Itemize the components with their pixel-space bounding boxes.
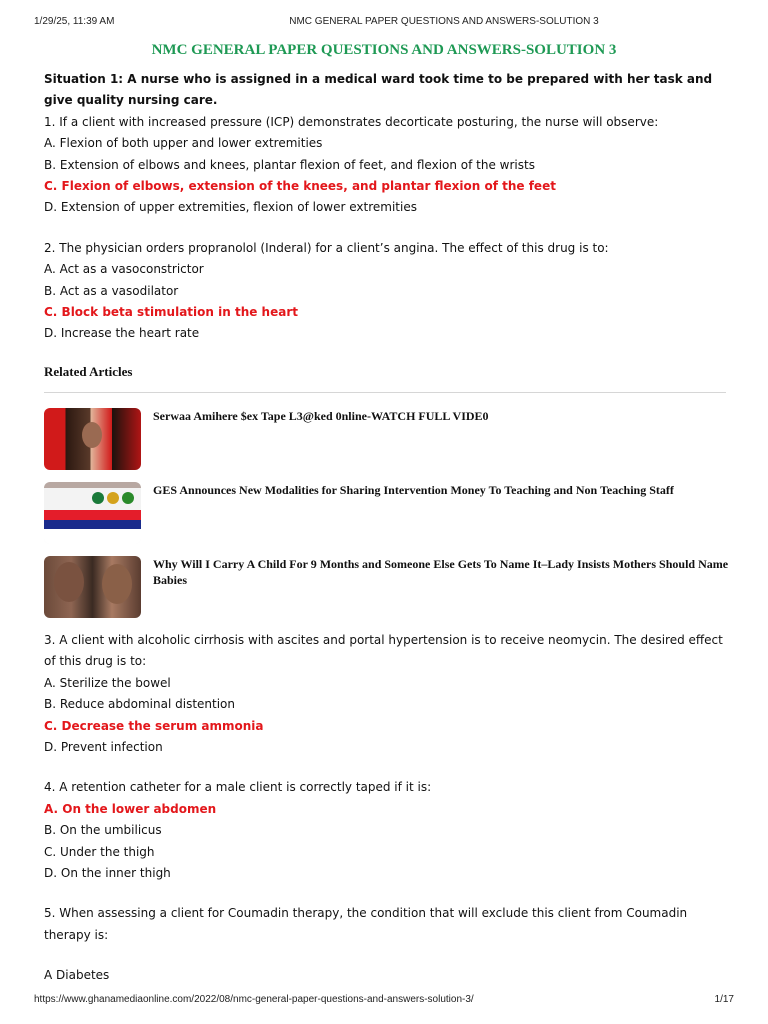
q4-option-d: D. On the inner thigh bbox=[44, 865, 171, 880]
print-url: https://www.ghanamediaonline.com/2022/08/nmc-general-paper-questions-and-answers-solution-3/ bbox=[34, 994, 474, 1005]
q5-option-a: A Diabetes bbox=[44, 968, 110, 983]
q4-option-c: C. Under the thigh bbox=[44, 844, 155, 859]
q4-option-a-answer: A. On the lower abdomen bbox=[44, 801, 217, 816]
related-article[interactable] bbox=[44, 408, 732, 470]
question-2: 2. The physician orders propranolol (Inderal) for a client’s angina. The effect of this drug is to: bbox=[44, 240, 609, 255]
q3-option-d: D. Prevent infection bbox=[44, 739, 163, 754]
print-datetime: 1/29/25, 11:39 AM bbox=[34, 16, 115, 27]
question-1: 1. If a client with increased pressure (ICP) demonstrates decorticate posturing, the nurse will observe: bbox=[44, 114, 659, 129]
q2-option-b: B. Act as a vasodilator bbox=[44, 283, 179, 298]
related-articles-heading: Related Articles bbox=[44, 363, 133, 379]
q2-option-c-answer: C. Block beta stimulation in the heart bbox=[44, 305, 298, 320]
print-footer bbox=[0, 994, 768, 1008]
article-link[interactable]: GES Announces New Modalities for Sharing Intervention Money To Teaching and Non Teaching Staff bbox=[153, 482, 674, 497]
related-divider bbox=[44, 392, 726, 393]
question-4: 4. A retention catheter for a male client is correctly taped if it is: bbox=[44, 780, 432, 795]
q3-option-a: A. Sterilize the bowel bbox=[44, 675, 171, 690]
article-thumbnail[interactable] bbox=[44, 408, 141, 470]
article-link[interactable]: Why Will I Carry A Child For 9 Months and Someone Else Gets To Name It–Lady Insists Mothers Should Name Babies bbox=[153, 556, 729, 587]
article-link[interactable]: Serwaa Amihere $ex Tape L3@ked 0nline-WATCH FULL VIDE0 bbox=[153, 408, 489, 423]
q3-option-b: B. Reduce abdominal distention bbox=[44, 697, 236, 712]
q1-option-d: D. Extension of upper extremities, flexion of lower extremities bbox=[44, 200, 417, 215]
q1-option-a: A. Flexion of both upper and lower extremities bbox=[44, 136, 323, 151]
q4-option-b: B. On the umbilicus bbox=[44, 823, 162, 838]
q1-option-b: B. Extension of elbows and knees, plantar flexion of feet, and flexion of the wrists bbox=[44, 157, 535, 172]
q2-option-d: D. Increase the heart rate bbox=[44, 326, 200, 341]
page-title: NMC GENERAL PAPER QUESTIONS AND ANSWERS-SOLUTION 3 bbox=[151, 42, 617, 58]
article-thumbnail[interactable] bbox=[44, 482, 141, 544]
related-article[interactable] bbox=[44, 482, 732, 544]
question-5: 5. When assessing a client for Coumadin therapy, the condition that will exclude this client from Coumadin therapy is: bbox=[44, 906, 688, 942]
related-article[interactable] bbox=[44, 556, 732, 618]
question-3: 3. A client with alcoholic cirrhosis with ascites and portal hypertension is to receive neomycin. The desired effect of this drug is to: bbox=[44, 632, 723, 669]
print-doc-title: NMC GENERAL PAPER QUESTIONS AND ANSWERS-SOLUTION 3 bbox=[289, 16, 599, 27]
article-thumbnail[interactable] bbox=[44, 556, 141, 618]
q1-option-c-answer: C. Flexion of elbows, extension of the knees, and plantar flexion of the feet bbox=[44, 179, 556, 194]
page-number: 1/17 bbox=[714, 994, 734, 1005]
article-body bbox=[44, 69, 732, 987]
q2-option-a: A. Act as a vasoconstrictor bbox=[44, 262, 204, 277]
q3-option-c-answer: C. Decrease the serum ammonia bbox=[44, 718, 264, 733]
situation-text: Situation 1: A nurse who is assigned in a medical ward took time to be prepared with her task and give quality nursing care. bbox=[44, 72, 713, 108]
print-header bbox=[0, 16, 768, 30]
